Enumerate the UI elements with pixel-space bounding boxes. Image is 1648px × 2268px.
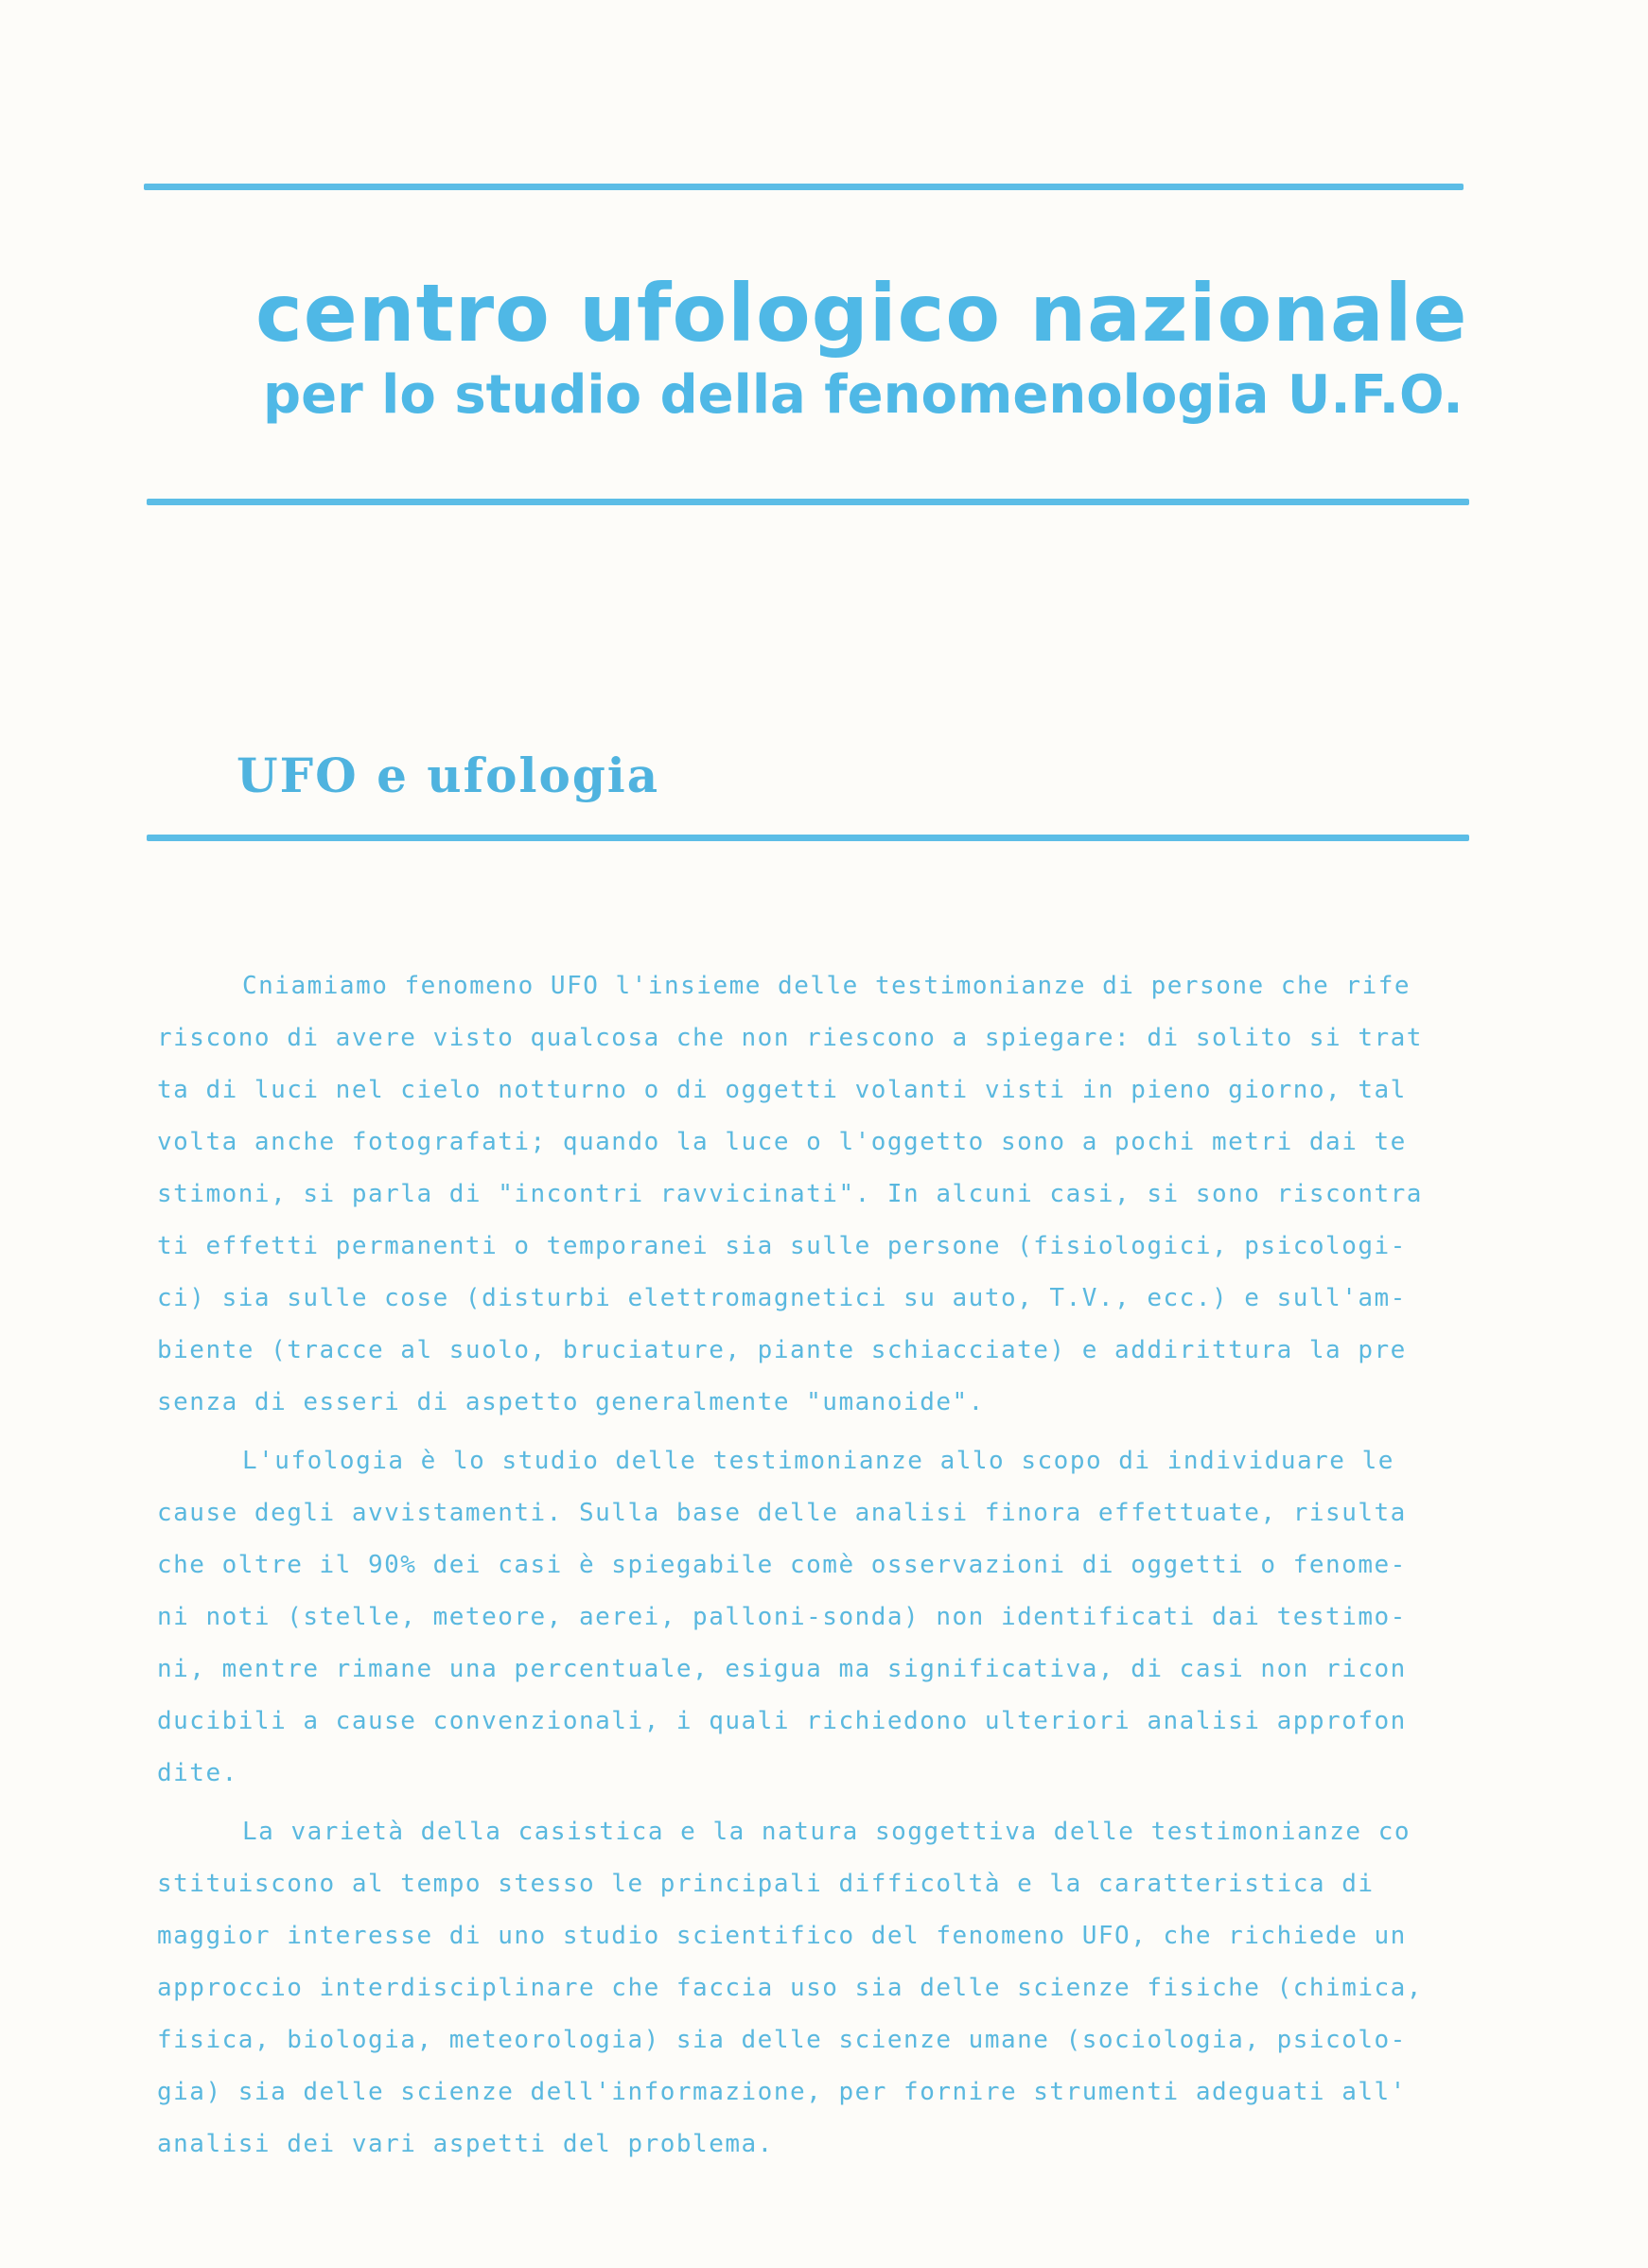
header-divider	[147, 499, 1469, 505]
body-line: ducibili a cause convenzionali, i quali richiedono ulteriori analisi approfon	[157, 1707, 1407, 1735]
body-line: ni noti (stelle, meteore, aerei, palloni-sonda) non identificati dai testimo-	[157, 1603, 1407, 1631]
body-line: dite.	[157, 1759, 238, 1787]
body-line: ta di luci nel cielo notturno o di oggetti volanti visti in pieno giorno, tal	[157, 1076, 1407, 1104]
body-line: stituiscono al tempo stesso le principali difficoltà e la caratteristica di	[157, 1870, 1375, 1898]
body-line: La varietà della casistica e la natura soggettiva delle testimonianze co	[242, 1818, 1411, 1846]
body-line: gia) sia delle scienze dell'informazione, per fornire strumenti adeguati all'	[157, 2078, 1407, 2106]
section-divider	[147, 835, 1469, 841]
body-line: Cniamiamo fenomeno UFO l'insieme delle testimonianze di persone che rife	[242, 972, 1411, 1000]
body-line: senza di esseri di aspetto generalmente "umanoide".	[157, 1388, 985, 1416]
body-line: biente (tracce al suolo, bruciature, piante schiacciate) e addirittura la pre	[157, 1336, 1407, 1364]
body-line: L'ufologia è lo studio delle testimonianze allo scopo di individuare le	[242, 1447, 1394, 1475]
section-title: UFO e ufologia	[237, 747, 660, 803]
body-line: ni, mentre rimane una percentuale, esigua ma significativa, di casi non ricon	[157, 1655, 1407, 1683]
body-line: stimoni, si parla di "incontri ravvicinati". In alcuni casi, si sono riscontra	[157, 1180, 1423, 1208]
organization-name: centro ufologico nazionale	[255, 267, 1468, 360]
body-line: analisi dei vari aspetti del problema.	[157, 2130, 774, 2158]
body-line: ci) sia sulle cose (disturbi elettromagnetici su auto, T.V., ecc.) e sull'am-	[157, 1284, 1407, 1312]
body-line: approccio interdisciplinare che faccia uso sia delle scienze fisiche (chimica,	[157, 1974, 1423, 2002]
body-line: volta anche fotografati; quando la luce o l'oggetto sono a pochi metri dai te	[157, 1128, 1407, 1156]
top-divider	[144, 184, 1464, 190]
organization-subtitle: per lo studio della fenomenologia U.F.O.	[263, 364, 1464, 426]
body-line: cause degli avvistamenti. Sulla base delle analisi finora effettuate, risulta	[157, 1499, 1407, 1527]
body-line: riscono di avere visto qualcosa che non riescono a spiegare: di solito si trat	[157, 1024, 1423, 1052]
body-line: maggior interesse di uno studio scientifico del fenomeno UFO, che richiede un	[157, 1922, 1407, 1950]
body-line: che oltre il 90% dei casi è spiegabile comè osservazioni di oggetti o fenome-	[157, 1551, 1407, 1579]
body-line: ti effetti permanenti o temporanei sia sulle persone (fisiologici, psicologi-	[157, 1232, 1407, 1260]
body-line: fisica, biologia, meteorologia) sia delle scienze umane (sociologia, psicolo-	[157, 2026, 1407, 2054]
